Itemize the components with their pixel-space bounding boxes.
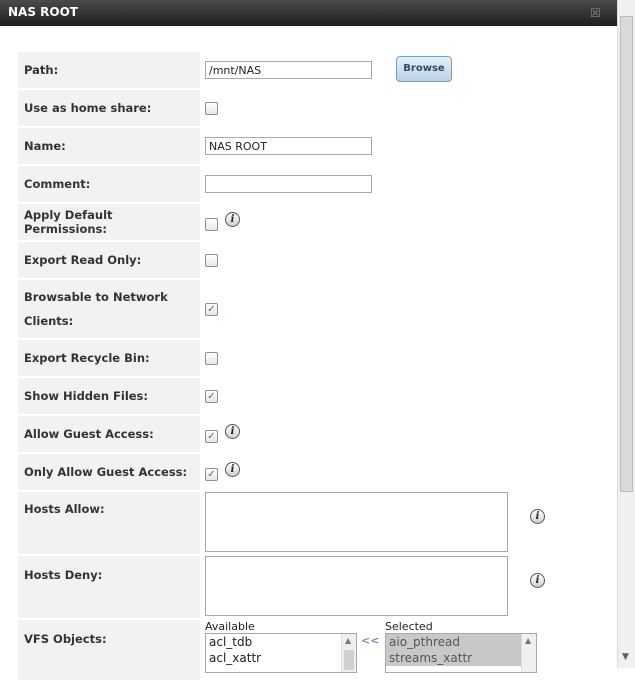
row-hidden-files: [18, 378, 617, 414]
guest-only-checkbox[interactable]: ✓: [205, 468, 218, 481]
dialog-scrollbar-thumb[interactable]: [620, 16, 633, 492]
path-label: Path:: [18, 52, 200, 88]
default-permissions-label: Apply Default Permissions:: [18, 204, 200, 240]
hidden-files-checkbox[interactable]: ✓: [205, 390, 218, 403]
row-name: [18, 128, 617, 164]
scroll-down-arrow-icon[interactable]: ▼: [622, 652, 629, 662]
recycle-bin-checkbox[interactable]: [205, 352, 218, 365]
close-x-icon[interactable]: ☒: [590, 6, 601, 20]
browse-button[interactable]: Browse: [396, 56, 452, 82]
row-default-permissions: [18, 204, 617, 240]
list-item[interactable]: streams_xattr: [386, 650, 536, 666]
selected-header: Selected: [385, 620, 433, 633]
name-input[interactable]: [205, 137, 372, 155]
browsable-label: [18, 280, 200, 338]
list-item[interactable]: acl_xattr: [209, 651, 262, 665]
hidden-files-label: Show Hidden Files:: [18, 378, 200, 414]
info-icon[interactable]: i: [225, 212, 240, 227]
scroll-up-arrow-icon[interactable]: ▲: [525, 636, 532, 645]
dialog-scrollbar[interactable]: [617, 0, 635, 668]
share-form: [18, 52, 617, 682]
info-icon[interactable]: i: [530, 509, 545, 524]
row-browsable: [18, 280, 617, 338]
row-hosts-deny: [18, 556, 617, 618]
recycle-bin-label: Export Recycle Bin:: [18, 340, 200, 376]
default-permissions-checkbox[interactable]: [205, 218, 218, 231]
info-icon[interactable]: i: [225, 462, 240, 477]
export-read-only-label: Export Read Only:: [18, 242, 200, 278]
row-hosts-allow: [18, 492, 617, 554]
guest-only-label: Only Allow Guest Access:: [18, 454, 200, 490]
selected-listbox[interactable]: [385, 633, 537, 673]
comment-label: Comment:: [18, 166, 200, 202]
selected-scrollbar[interactable]: [521, 634, 536, 672]
available-scrollbar-thumb[interactable]: [344, 650, 354, 670]
hosts-allow-label: Hosts Allow:: [18, 492, 200, 554]
home-share-label: Use as home share:: [18, 90, 200, 126]
home-share-checkbox[interactable]: [205, 102, 218, 115]
dialog-titlebar: [0, 0, 617, 26]
hosts-deny-label: Hosts Deny:: [18, 556, 200, 618]
hosts-allow-textarea[interactable]: [205, 492, 508, 552]
list-item[interactable]: aio_pthread: [386, 634, 536, 650]
row-home-share: [18, 90, 617, 126]
export-read-only-checkbox[interactable]: [205, 254, 218, 267]
row-recycle-bin: [18, 340, 617, 376]
guest-access-label: Allow Guest Access:: [18, 416, 200, 452]
info-icon[interactable]: i: [530, 573, 545, 588]
guest-access-checkbox[interactable]: ✓: [205, 430, 218, 443]
name-label: Name:: [18, 128, 200, 164]
path-input[interactable]: [205, 61, 372, 79]
row-path: [18, 52, 617, 88]
row-vfs-objects: [18, 620, 617, 680]
row-comment: [18, 166, 617, 202]
available-listbox[interactable]: [205, 633, 357, 673]
info-icon[interactable]: i: [225, 424, 240, 439]
available-header: Available: [205, 620, 255, 633]
row-guest-only: [18, 454, 617, 490]
list-item[interactable]: acl_tdb: [209, 635, 253, 649]
dialog-title: NAS ROOT: [8, 5, 78, 19]
scroll-up-arrow-icon[interactable]: ▲: [345, 636, 352, 645]
vfs-objects-label: VFS Objects:: [18, 620, 200, 680]
hosts-deny-textarea[interactable]: [205, 556, 508, 616]
browsable-label-line1: Browsable to Network: [24, 290, 168, 304]
available-scrollbar[interactable]: [341, 634, 356, 672]
comment-input[interactable]: [205, 175, 372, 193]
browsable-checkbox[interactable]: ✓: [205, 303, 218, 316]
browsable-label-line2: Clients:: [24, 314, 74, 328]
row-export-read-only: [18, 242, 617, 278]
row-guest-access: [18, 416, 617, 452]
move-left-button[interactable]: <<: [361, 634, 380, 647]
